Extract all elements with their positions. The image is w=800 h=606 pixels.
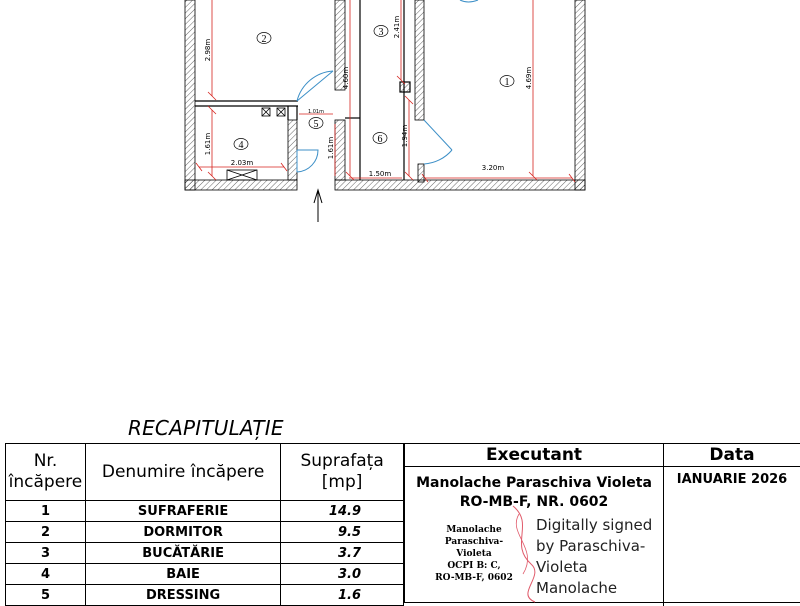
signature-line: Manolache xyxy=(536,579,618,597)
room-number-2: 2 xyxy=(261,34,267,45)
signature-line: by Paraschiva- xyxy=(536,537,646,555)
room-number-4: 4 xyxy=(238,140,244,151)
row-nr: 2 xyxy=(6,522,86,543)
stamp-line: OCPI B: C, xyxy=(447,561,501,571)
room-number-markers xyxy=(234,26,514,150)
room-number-6: 6 xyxy=(377,134,383,145)
signature-line: Digitally signed xyxy=(536,516,653,534)
row-nr: 4 xyxy=(6,564,86,585)
header-nr: Nr. încăpere xyxy=(6,444,86,501)
dim-320: 3.20m xyxy=(481,164,505,172)
dim-460: 4.60m xyxy=(342,66,350,90)
header-area: Suprafața [mp] xyxy=(281,444,404,501)
entrance-arrow-icon xyxy=(314,190,322,222)
executant-header: Executant xyxy=(405,444,664,467)
row-area: 3.0 xyxy=(281,564,404,585)
table-row xyxy=(6,543,404,564)
stamp xyxy=(419,524,529,584)
table-row xyxy=(6,564,404,585)
stamp-line: Manolache xyxy=(446,525,502,535)
row-name: BUCĂTĂRIE xyxy=(85,543,280,564)
dim-161-bath: 1.61m xyxy=(204,132,212,156)
row-area: 9.5 xyxy=(281,522,404,543)
row-name: BAIE xyxy=(85,564,280,585)
dim-241: 2.41m xyxy=(393,15,401,39)
table-header-row xyxy=(6,444,404,501)
dim-298: 2.98m xyxy=(204,38,212,62)
table-row xyxy=(6,501,404,522)
executant-name-line2: RO-MB-F, NR. 0602 xyxy=(459,494,609,510)
room-number-3: 3 xyxy=(378,27,384,38)
dimension-lines xyxy=(196,0,575,182)
date-value: IANUARIE 2026 xyxy=(676,472,788,487)
signature-line: Violeta xyxy=(536,558,588,576)
row-name: DORMITOR xyxy=(85,522,280,543)
dim-161-hall: 1.61m xyxy=(327,136,335,160)
table-row xyxy=(6,522,404,543)
dim-150: 1.50m xyxy=(368,170,392,178)
stamp-line: Violeta xyxy=(456,549,492,559)
header-name: Denumire încăpere xyxy=(85,444,280,501)
digital-signature-text xyxy=(536,515,666,599)
row-nr: 1 xyxy=(6,501,86,522)
row-area: 1.6 xyxy=(281,585,404,606)
row-nr: 3 xyxy=(6,543,86,564)
stamp-line: RO-MB-F, 0602 xyxy=(435,573,513,583)
stamp-line: Paraschiva- xyxy=(444,537,504,547)
dim-194: 1.94m xyxy=(401,124,409,148)
dim-101: 1.01m xyxy=(307,109,325,115)
date-header: Data xyxy=(664,444,800,467)
dim-469: 4.69m xyxy=(525,66,533,90)
doors xyxy=(297,0,478,172)
row-nr: 5 xyxy=(6,585,86,606)
row-area: 14.9 xyxy=(281,501,404,522)
bathroom-fixtures xyxy=(227,108,285,180)
room-number-1: 1 xyxy=(504,77,510,88)
table-row xyxy=(6,585,404,606)
row-name: DRESSING xyxy=(85,585,280,606)
row-area: 3.7 xyxy=(281,543,404,564)
executant-name-line1: Manolache Paraschiva Violeta xyxy=(416,475,652,491)
recap-title: RECAPITULAȚIE xyxy=(128,416,284,440)
executant-panel xyxy=(404,443,800,603)
rooms-table xyxy=(5,443,404,606)
room-number-5: 5 xyxy=(313,119,319,130)
row-name: SUFRAFERIE xyxy=(85,501,280,522)
dim-203: 2.03m xyxy=(230,159,254,167)
